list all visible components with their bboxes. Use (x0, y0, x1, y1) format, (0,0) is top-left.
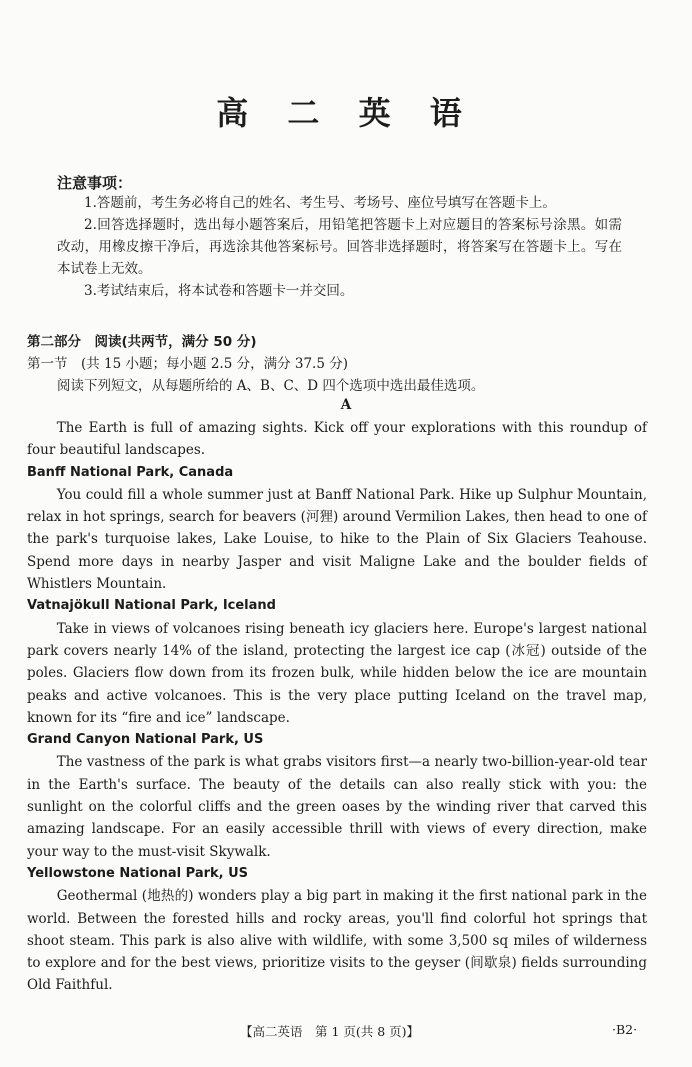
park-paragraph: Geothermal (地热的) wonders play a big part in making it the first national park in the world. Between the forested hills and rocky areas, you'll find colorful hot springs that shoot steam. This park is also alive with wildlife, with some 3,500 sq miles of wilderness to explore and for the best views, prioritize visits to the geyser (间歇泉) fields surrounding Old Faithful. (27, 888, 647, 994)
note-item: 3.考试结束后，将本试卷和答题卡一并交回。 (84, 283, 354, 299)
passage-letter: A (340, 397, 352, 413)
section-instruction: 阅读下列短文，从每题所给的 A、B、C、D 四个选项中选出最佳选项。 (57, 378, 485, 394)
passage-intro: The Earth is full of amazing sights. Kick off your explorations with this roundup of four beautiful landscapes. (27, 420, 647, 459)
park-heading: Banff National Park, Canada (27, 464, 234, 480)
notes-heading: 注意事项： (57, 174, 133, 192)
section-heading: 第一节 (共 15 小题；每小题 2.5 分，满分 37.5 分) (27, 356, 348, 372)
footer-code: ·B2· (612, 1022, 638, 1037)
park-paragraph: You could fill a whole summer just at Banff National Park. Hike up Sulphur Mountain, relax in hot springs, search for beavers (河狸) around Vermilion Lakes, then head to one of the park's turquoise lakes, Lake Louise, to hike to the Plain of Six Glaciers Teahouse. Spend more days in nearby Jasper and visit Maligne Lake and the boulder fields of Whistlers Mountain. (27, 486, 647, 593)
park-paragraph: The vastness of the park is what grabs visitors first—a nearly two-billion-year-old tear in the Earth's surface. The beauty of the details can also really stick with you: the sunlight on the colorful cliffs and the green oases by the winding river that carved this amazing landscape. For an easily accessible thrill with views of every direction, make your way to the must-visit Skywalk. (27, 754, 647, 860)
note-item: 2.回答选择题时，选出每小题答案后，用铅笔把答题卡上对应题目的答案标号涂黑。如需改动，用橡皮擦干净后，再选涂其他答案标号。回答非选择题时，将答案写在答题卡上。写在本试卷上无效。 (57, 217, 622, 277)
page-title: 高 二 英 语 (216, 94, 476, 132)
passage-body (27, 417, 647, 997)
notes-list (57, 192, 622, 302)
park-heading: Yellowstone National Park, US (27, 865, 249, 881)
footer-page-info: 【高二英语 第 1 页(共 8 页)】 (240, 1024, 420, 1039)
park-heading: Vatnajökull National Park, Iceland (27, 598, 276, 614)
note-item: 1.答题前，考生务必将自己的姓名、考生号、考场号、座位号填写在答题卡上。 (84, 195, 556, 211)
park-heading: Grand Canyon National Park, US (27, 732, 264, 748)
part-heading: 第二部分 阅读(共两节，满分 50 分) (27, 334, 257, 350)
park-paragraph: Take in views of volcanoes rising beneath icy glaciers here. Europe's largest national park covers nearly 14% of the island, protecting the largest ice cap (冰冠) outside of the poles. Glaciers flow down from its frozen bulk, while hidden below the ice are mountain peaks and active volcanoes. This is the very place putting Iceland on the travel map, known for its “fire and ice” landscape. (27, 620, 647, 726)
